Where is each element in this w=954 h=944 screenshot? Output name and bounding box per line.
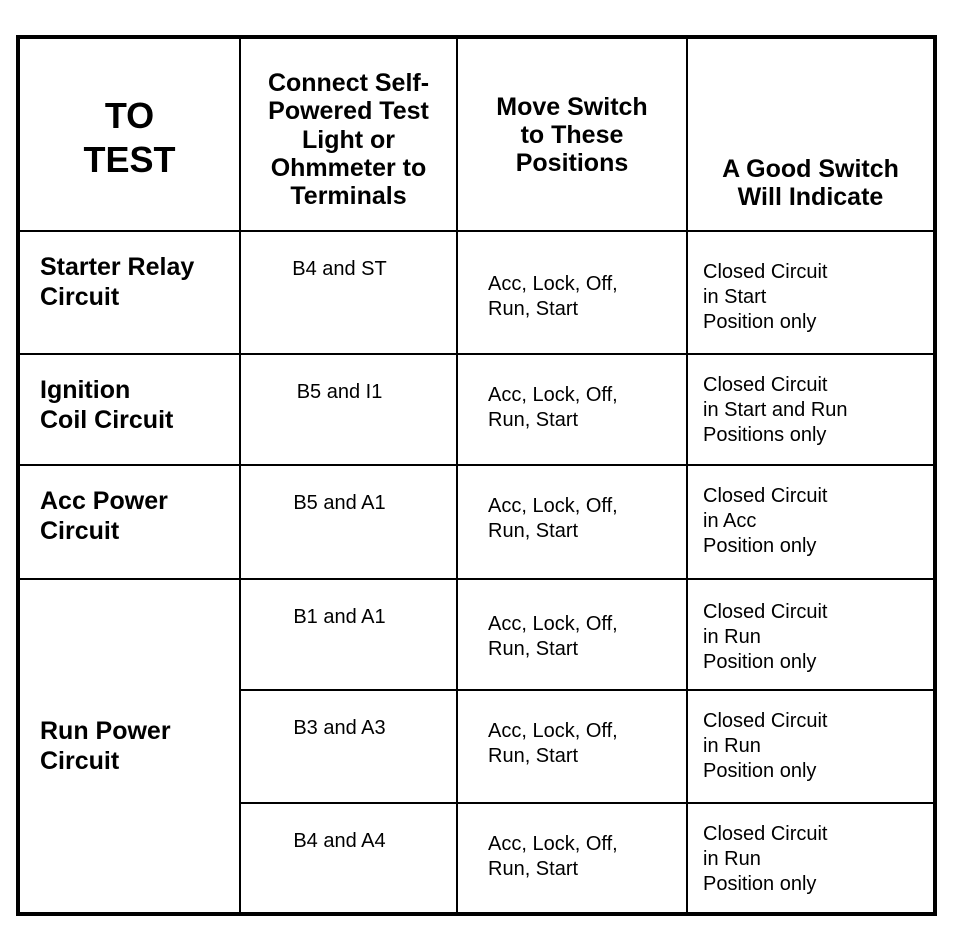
- header-good-switch: A Good Switch Will Indicate: [687, 37, 935, 231]
- terminals-cell: B1 and A1: [240, 579, 457, 690]
- test-name-run-power: Run Power Circuit: [18, 579, 240, 914]
- test-name-ignition-coil: Ignition Coil Circuit: [18, 354, 240, 465]
- header-to-test: TO TEST: [18, 37, 240, 231]
- terminals-cell: B5 and I1: [240, 354, 457, 465]
- terminals-cell: B4 and A4: [240, 803, 457, 914]
- ignition-switch-test-table: [16, 35, 937, 916]
- header-connect-terminals: Connect Self- Powered Test Light or Ohmmeter to Terminals: [240, 37, 457, 231]
- indication-cell: Closed Circuit in Run Position only: [687, 579, 935, 690]
- positions-cell: Acc, Lock, Off, Run, Start: [457, 803, 687, 914]
- table-row: [18, 354, 935, 465]
- indication-cell: Closed Circuit in Start Position only: [687, 231, 935, 354]
- positions-cell: Acc, Lock, Off, Run, Start: [457, 354, 687, 465]
- test-name-starter-relay: Starter Relay Circuit: [18, 231, 240, 354]
- terminals-cell: B4 and ST: [240, 231, 457, 354]
- positions-cell: Acc, Lock, Off, Run, Start: [457, 231, 687, 354]
- terminals-cell: B5 and A1: [240, 465, 457, 579]
- table-row: [18, 465, 935, 579]
- table-row: [18, 579, 935, 690]
- indication-cell: Closed Circuit in Start and Run Positions only: [687, 354, 935, 465]
- positions-cell: Acc, Lock, Off, Run, Start: [457, 465, 687, 579]
- indication-cell: Closed Circuit in Run Position only: [687, 690, 935, 803]
- header-row: [18, 37, 935, 231]
- indication-cell: Closed Circuit in Acc Position only: [687, 465, 935, 579]
- indication-cell: Closed Circuit in Run Position only: [687, 803, 935, 914]
- positions-cell: Acc, Lock, Off, Run, Start: [457, 579, 687, 690]
- test-name-acc-power: Acc Power Circuit: [18, 465, 240, 579]
- terminals-cell: B3 and A3: [240, 690, 457, 803]
- header-move-switch: Move Switch to These Positions: [457, 37, 687, 231]
- table-row: [18, 231, 935, 354]
- positions-cell: Acc, Lock, Off, Run, Start: [457, 690, 687, 803]
